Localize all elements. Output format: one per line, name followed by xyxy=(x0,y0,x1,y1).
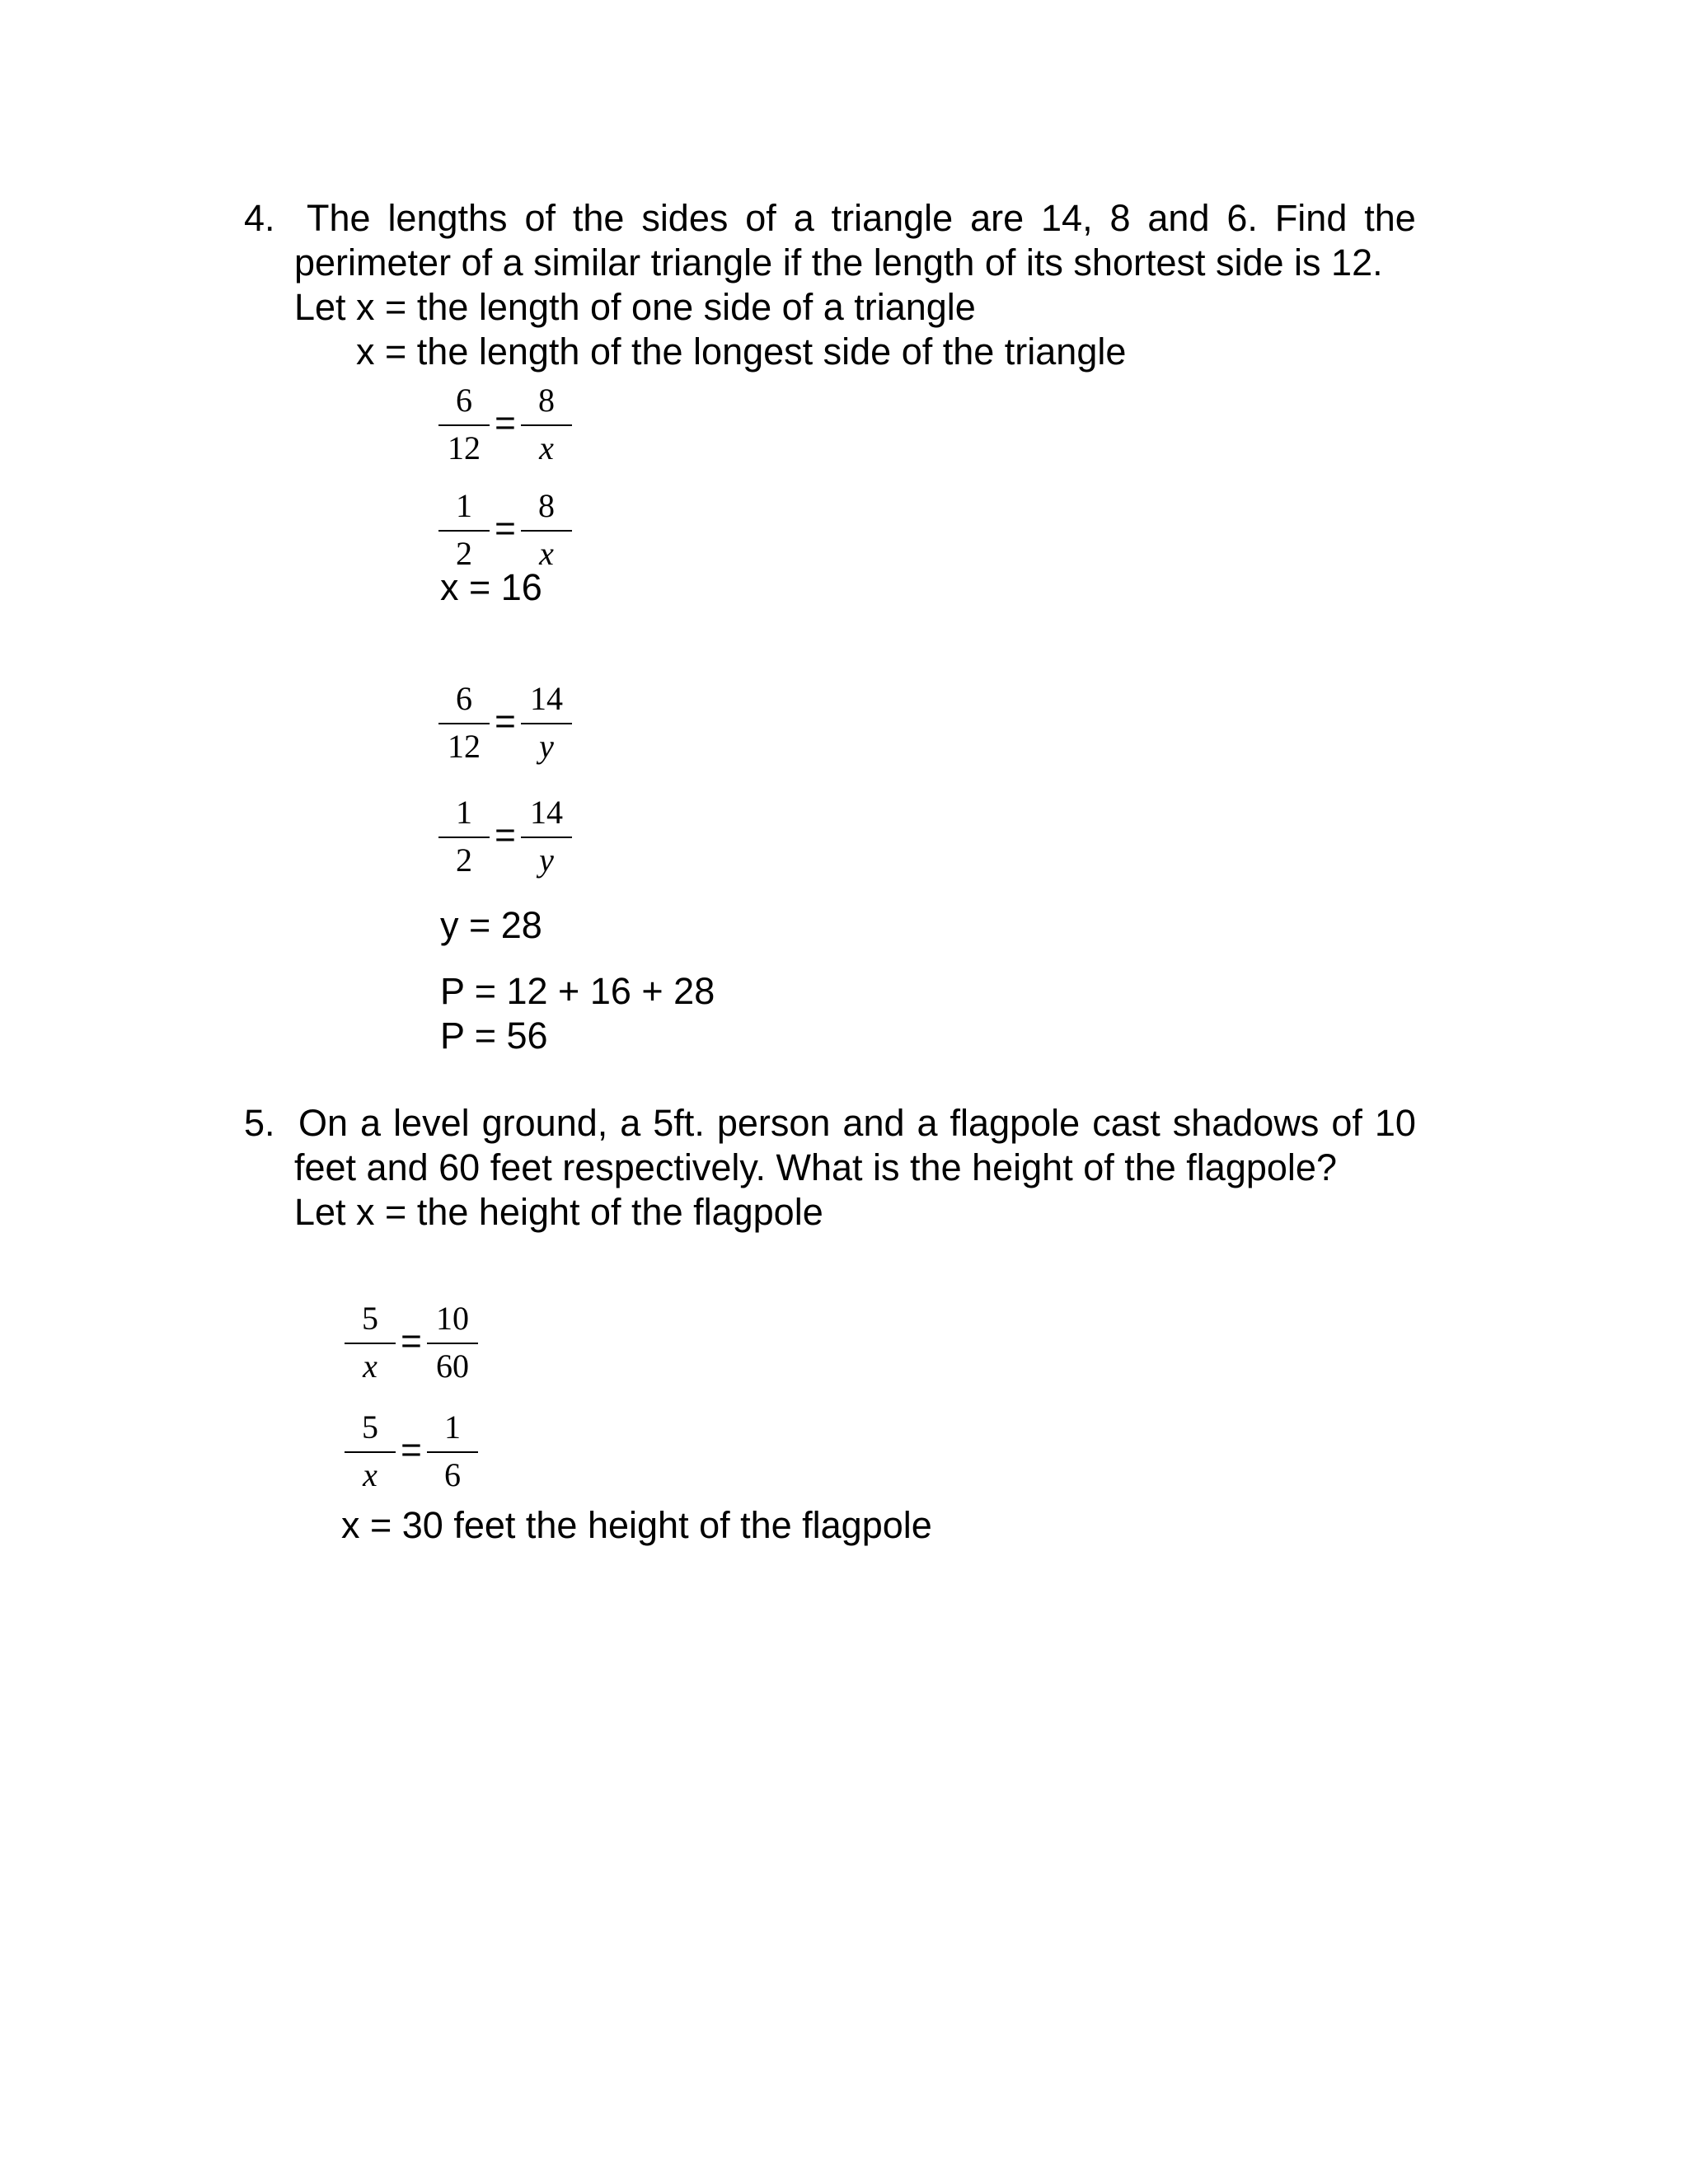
right-fraction xyxy=(518,676,575,775)
denominator: y xyxy=(539,841,554,879)
denominator: x xyxy=(539,535,554,572)
denominator: 2 xyxy=(456,535,472,572)
denominator: y xyxy=(539,728,554,765)
fraction-bar xyxy=(438,530,490,532)
denominator: x xyxy=(363,1347,377,1385)
numerator: 1 xyxy=(456,794,472,831)
denominator: 12 xyxy=(448,429,481,466)
word: 5ft. xyxy=(653,1102,705,1144)
word: lengths xyxy=(387,197,508,239)
word: are xyxy=(970,197,1025,239)
word: of xyxy=(524,197,556,239)
left-fraction xyxy=(435,377,493,476)
fraction-bar xyxy=(438,837,490,838)
denominator: 2 xyxy=(456,841,472,879)
numerator: 14 xyxy=(530,680,563,717)
word: 6. xyxy=(1226,197,1258,239)
problem-4-proportion-4 xyxy=(435,790,584,888)
word: a xyxy=(793,197,814,239)
word: Find xyxy=(1274,197,1348,239)
word: and xyxy=(1147,197,1210,239)
denominator: x xyxy=(539,429,554,466)
problem-4-let-statement: Let x = the length of one side of a triangle xyxy=(294,286,976,328)
fraction-bar xyxy=(438,723,490,724)
word: of xyxy=(1331,1102,1362,1144)
denominator: 12 xyxy=(448,728,481,765)
numerator: 8 xyxy=(538,382,555,419)
left-fraction xyxy=(341,1296,399,1394)
equals-sign: = xyxy=(495,701,516,742)
problem-4-line-1 xyxy=(307,196,1416,241)
problem-5-result: x = 30 feet the height of the flagpole xyxy=(341,1504,932,1546)
word: On xyxy=(298,1102,349,1144)
numerator: 5 xyxy=(362,1408,378,1446)
problem-5-number: 5. xyxy=(244,1102,275,1144)
problem-4-proportion-1 xyxy=(435,377,575,476)
equals-sign: = xyxy=(495,403,516,443)
equals-sign: = xyxy=(495,815,516,855)
problem-5-line-1 xyxy=(298,1101,1416,1146)
fraction-bar xyxy=(427,1343,478,1344)
left-fraction xyxy=(435,790,493,888)
word: and xyxy=(842,1102,905,1144)
numerator: 10 xyxy=(436,1300,469,1337)
word: a xyxy=(620,1102,641,1144)
numerator: 14 xyxy=(530,794,563,831)
problem-4-number: 4. xyxy=(244,197,275,239)
fraction-bar xyxy=(438,424,490,426)
word: shadows xyxy=(1172,1102,1320,1144)
word: 14, xyxy=(1041,197,1093,239)
fraction-bar xyxy=(427,1451,478,1453)
right-fraction xyxy=(518,377,575,476)
equals-sign: = xyxy=(401,1321,422,1361)
word: sides xyxy=(641,197,729,239)
problem-4-proportion-3 xyxy=(435,676,584,775)
right-fraction xyxy=(518,790,575,888)
problem-4-let-statement-2: x = the length of the longest side of the triangle xyxy=(356,330,1127,373)
numerator: 5 xyxy=(362,1300,378,1337)
right-fraction xyxy=(424,1296,481,1394)
problem-5-proportion-2 xyxy=(341,1404,481,1503)
word: 8 xyxy=(1109,197,1131,239)
fraction-bar xyxy=(345,1451,396,1453)
word: The xyxy=(307,197,371,239)
equals-sign: = xyxy=(401,1430,422,1470)
word: a xyxy=(917,1102,938,1144)
fraction-bar xyxy=(521,723,572,724)
left-fraction xyxy=(435,676,493,775)
word: the xyxy=(572,197,625,239)
fraction-bar xyxy=(345,1343,396,1344)
word: cast xyxy=(1092,1102,1160,1144)
problem-4-perimeter-sum: P = 12 + 16 + 28 xyxy=(440,970,715,1012)
problem-4-line-2: perimeter of a similar triangle if the length of its shortest side is 12. xyxy=(294,241,1383,284)
fraction-bar xyxy=(521,424,572,426)
word: level xyxy=(393,1102,470,1144)
problem-4-x-result: x = 16 xyxy=(440,566,542,608)
fraction-bar xyxy=(521,530,572,532)
word: 10 xyxy=(1374,1102,1416,1144)
numerator: 1 xyxy=(444,1408,461,1446)
word: the xyxy=(1364,197,1416,239)
word: person xyxy=(716,1102,831,1144)
numerator: 6 xyxy=(456,680,472,717)
denominator: x xyxy=(363,1456,377,1493)
problem-5-line-2: feet and 60 feet respectively. What is the height of the flagpole? xyxy=(294,1146,1337,1188)
equals-sign: = xyxy=(495,509,516,549)
right-fraction xyxy=(424,1404,481,1503)
numerator: 8 xyxy=(538,487,555,524)
problem-4-perimeter-result: P = 56 xyxy=(440,1015,548,1057)
word: ground, xyxy=(481,1102,608,1144)
numerator: 6 xyxy=(456,382,472,419)
word: of xyxy=(745,197,776,239)
problem-5-let-statement: Let x = the height of the flagpole xyxy=(294,1191,823,1233)
numerator: 1 xyxy=(456,487,472,524)
problem-4-y-result: y = 28 xyxy=(440,904,542,946)
left-fraction xyxy=(341,1404,399,1503)
problem-5-proportion-1 xyxy=(341,1296,481,1394)
denominator: 60 xyxy=(436,1347,469,1385)
denominator: 6 xyxy=(444,1456,461,1493)
word: a xyxy=(360,1102,382,1144)
word: triangle xyxy=(831,197,954,239)
word: flagpole xyxy=(950,1102,1081,1144)
fraction-bar xyxy=(521,837,572,838)
